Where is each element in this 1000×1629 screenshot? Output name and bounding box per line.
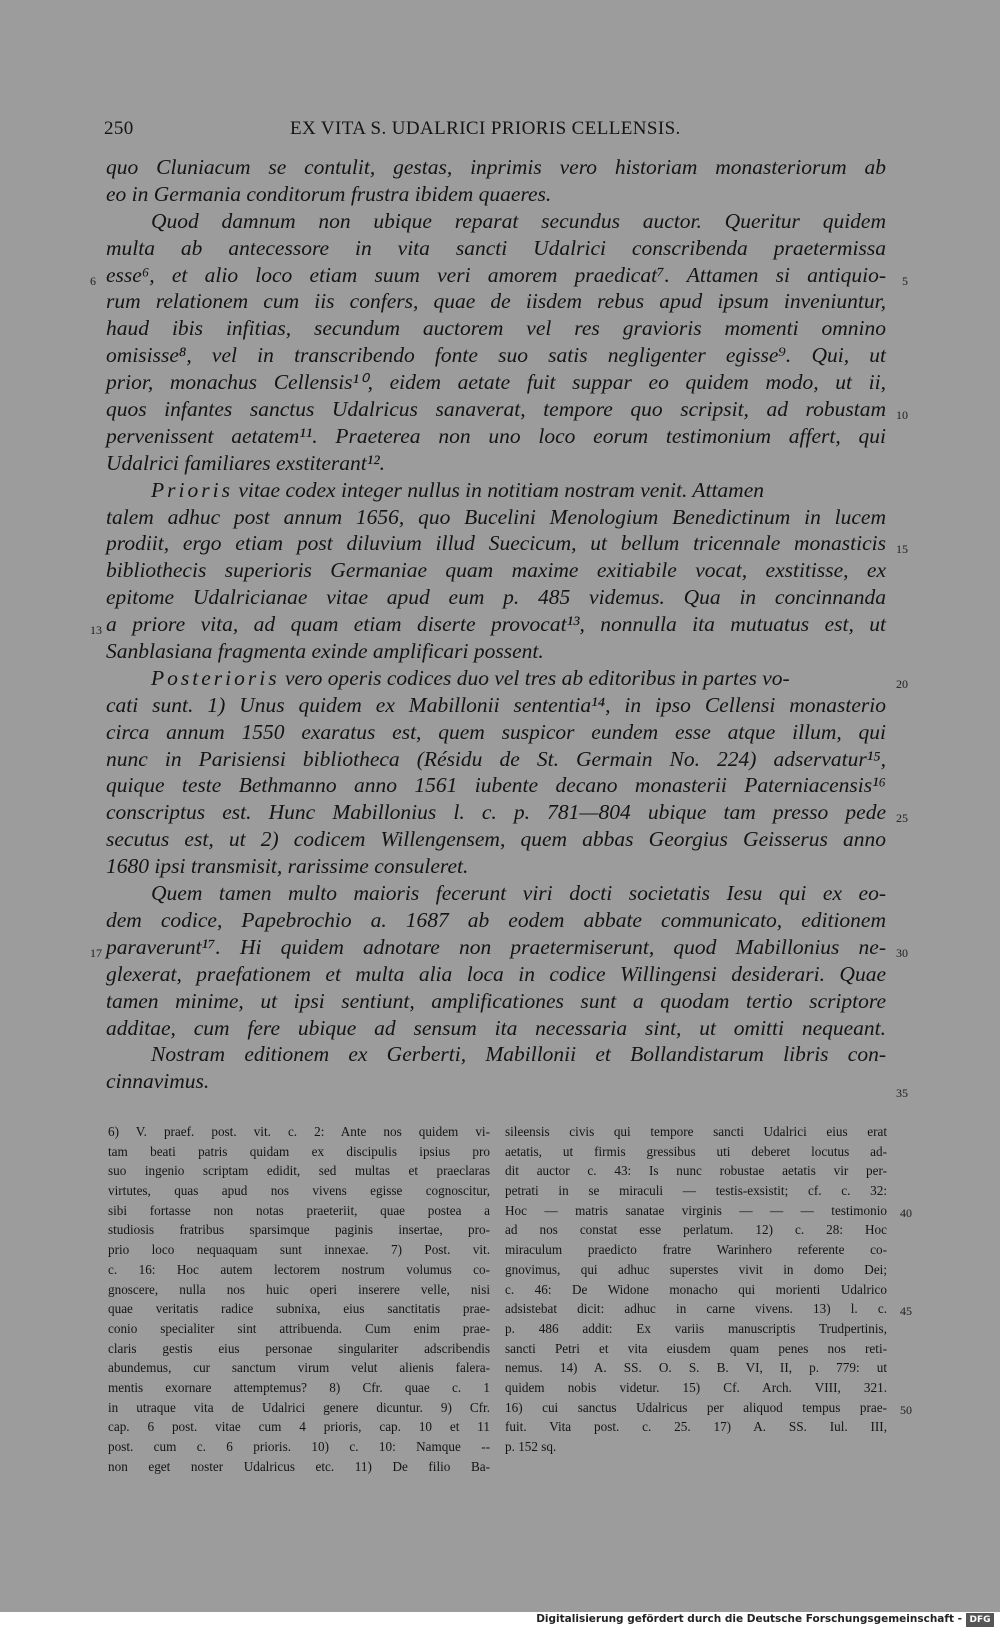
footnote-line: prio loco nequaquam sunt innexae. 7) Post. vit. [108, 1242, 490, 1258]
line-number-left: 17 [90, 945, 102, 960]
text-line: vero operis codices duo vel tres ab editoribus in partes vo- [284, 665, 790, 690]
footnote-line: petrati in se miraculi — testis-exsistit; cf. c. 32: [505, 1183, 887, 1199]
text-line: quos infantes sanctus Udalricus sanaverat, tempore quo scripsit, ad robustam [106, 397, 886, 422]
footnote-line: quae veritatis radice subnixa, eius sanctitatis prae- [108, 1301, 490, 1317]
text-line: omisisse⁸, vel in transcribendo fonte suo satis negligenter egisse⁹. Qui, ut [106, 343, 886, 368]
text-line: quique teste Bethmanno anno 1561 iubente decano monasterii Paterniacensis¹⁶ [106, 773, 886, 798]
footnote-line: 6) V. praef. post. vit. c. 2: Ante nos quidem vi- [108, 1124, 490, 1139]
footnote-line: sibi fortasse non notas praeteriit, quae postea a [108, 1202, 490, 1218]
text-line: 1680 ipsi transmisit, rarissime consuleret. [106, 854, 469, 879]
dfg-logo-icon: DFG [966, 1613, 994, 1627]
text-line-wrapper [90, 934, 908, 961]
text-line-wrapper [106, 1068, 908, 1101]
text-line: conscriptus est. Hunc Mabillonius l. c. p. 781—804 ubique tam presso pede [106, 800, 886, 825]
running-head: EX VITA S. UDALRICI PRIORIS CELLENSIS. [290, 118, 681, 139]
footnote-line: tam beati patris quidam ex discipulis ipsius pro [108, 1143, 490, 1159]
footnotes-column-left [108, 1122, 490, 1476]
footnote-line: miraculum praedicto fratre Warinhero referente co- [505, 1242, 887, 1258]
line-number-right: 5 [902, 273, 908, 288]
page-header [0, 118, 1000, 148]
text-line: pervenissent aetatem¹¹. Praeterea non uno loco eorum testimonium affert, qui [106, 423, 886, 448]
footnote-line-wrapper [505, 1201, 912, 1221]
footnote-line: 16) cui sanctus Udalricus per aliquod tempus prae- [505, 1399, 887, 1415]
spaced-heading-word: Posterioris [151, 665, 280, 690]
footnote-line: p. 152 sq. [505, 1439, 557, 1454]
footnote-line-wrapper [505, 1299, 912, 1319]
text-line: epitome Udalricianae vitae apud eum p. 485 videmus. Qua in concinnanda [106, 585, 886, 610]
line-number-right: 40 [900, 1205, 912, 1220]
funding-notice: Digitalisierung gefördert durch die Deutsche Forschungsgemeinschaft - [536, 1613, 962, 1625]
footnote-line: c. 46: De Widone monacho qui morienti Udalrico [505, 1281, 887, 1297]
text-line-wrapper [90, 611, 886, 638]
footnote-line: studiosis fratribus sparsimque paginis insertae, pro- [108, 1222, 490, 1238]
line-number-left: 6 [90, 273, 96, 288]
text-line: dem codice, Papebrochio a. 1687 ab eodem abbate communicato, editionem [106, 907, 886, 932]
footnote-line: claris gestis eius personae singulariter adscribendis [108, 1340, 490, 1356]
text-line: Udalrici familiares exstiterant¹². [106, 450, 386, 475]
text-line: cati sunt. 1) Unus quidem ex Mabillonii sententia¹⁴, in ipso Cellensi monasterio [106, 692, 886, 717]
text-line-wrapper [106, 477, 886, 504]
footnote-line: adsistebat dicit: adhuc in carne vivens. 13) l. c. [505, 1301, 887, 1317]
text-line: paraverunt¹⁷. Hi quidem adnotare non praetermiserunt, quod Mabillonius ne- [106, 934, 886, 959]
line-number-right: 45 [900, 1304, 912, 1319]
text-line: glexerat, praefationem et multa alia loca in codice Willingensi desiderari. Quae [106, 961, 886, 986]
text-line: prodiit, ergo etiam post diluvium illud Suecicum, ut bellum tricennale monasticis [106, 531, 886, 556]
text-line: eo in Germania conditorum frustra ibidem quaeres. [106, 181, 552, 206]
footnote-line: sancti Petri et vita eiusdem quam penes nos reti- [505, 1340, 887, 1356]
footnote-line: cap. 6 post. vitae cum 4 prioris, cap. 10 et 11 [108, 1419, 490, 1435]
text-line: additae, cum fere ubique ad sensum ita necessaria sint, ut omitti nequeant. [106, 1015, 886, 1040]
text-line: secutus est, ut 2) codicem Willengensem, quem abbas Georgius Geisserus anno [106, 827, 886, 852]
footnote-line: sileensis civis qui tempore sancti Udalrici eius erat [505, 1124, 887, 1139]
text-line: prior, monachus Cellensis¹⁰, eidem aetate fuit suppar eo quidem modo, ut ii, [106, 370, 886, 395]
text-line: nunc in Parisiensi bibliotheca (Résidu de St. Germain No. 224) adservatur¹⁵, [106, 746, 886, 771]
text-line-wrapper [106, 799, 908, 826]
page-number: 250 [104, 118, 134, 139]
footnote-line: conio specialiter sint attribuenda. Cum enim prae- [108, 1320, 490, 1336]
text-line: multa ab antecessore in vita sancti Udalrici conscribenda praetermissa [106, 235, 886, 260]
line-number-right: 15 [896, 542, 908, 557]
text-line: quo Cluniacum se contulit, gestas, inprimis vero historiam monasteriorum ab [106, 155, 886, 179]
footnote-line: gnovimus, qui adhuc superstes vivit in domo Dei; [505, 1261, 887, 1277]
line-number-right: 35 [896, 1086, 908, 1101]
line-number-right: 50 [900, 1402, 912, 1417]
line-number-right: 30 [896, 945, 908, 960]
footnote-line: non eget noster Udalricus etc. 11) De filio Ba- [108, 1458, 490, 1474]
text-line-wrapper [106, 530, 908, 557]
footnote-line: aetatis, ut firmis gressibus uti deberet locutus ad- [505, 1143, 887, 1159]
footnote-line: quidem nobis videtur. 15) Cf. Arch. VIII, 321. [505, 1379, 887, 1395]
footnote-line: Hoc — matris sanatae virginis — — — testimonio [505, 1202, 887, 1218]
line-number-left: 13 [90, 623, 102, 638]
footnote-line-wrapper [505, 1398, 912, 1418]
footnote-line: ad nos constat esse perlatum. 12) c. 28: Hoc [505, 1222, 887, 1238]
footnote-line: abundemus, cur sanctum virum velut alienis falera- [108, 1360, 490, 1376]
footnote-line: fuit. Vita post. c. 25. 17) A. SS. Iul. III, [505, 1419, 887, 1435]
text-line-wrapper [90, 262, 908, 289]
spaced-heading-word: Prioris [151, 477, 233, 502]
text-line: Nostram editionem ex Gerberti, Mabillonii et Bollandistarum libris con- [151, 1042, 886, 1067]
footnotes-column-right [505, 1122, 912, 1457]
text-line: Quod damnum non ubique reparat secundus auctor. Queritur quidem [151, 208, 886, 233]
text-line: esse⁶, et alio loco etiam suum veri amorem praedicat⁷. Attamen si antiquio- [106, 262, 886, 287]
footnote-line: post. cum c. 6 prioris. 10) c. 10: Namque -- [108, 1439, 490, 1454]
footnote-line: in utraque vita de Udalrici genere dicuntur. 9) Cfr. [108, 1399, 490, 1415]
footnote-line: dit auctor c. 43: Is nunc robustae aetatis vir per- [505, 1163, 887, 1179]
main-text [90, 154, 908, 1101]
footnote-line: suo ingenio scriptam edidit, sed multas et praeclaras [108, 1163, 490, 1179]
text-line: haud ibis infitias, secundum auctorem vel res gravioris momenti omnino [106, 316, 886, 341]
footnote-line: gnoscere, nulla nos huic operi inserere velle, nisi [108, 1281, 490, 1297]
text-line: vitae codex integer nullus in notitiam nostram venit. Attamen [238, 477, 764, 502]
footnote-line: p. 486 addit: Ex variis manuscriptis Trudpertinis, [505, 1320, 887, 1336]
text-line: talem adhuc post annum 1656, quo Bucelini Menologium Benedictinum in lucem [106, 504, 886, 529]
text-line: Quem tamen multo maioris fecerunt viri docti societatis Iesu qui ex eo- [151, 881, 886, 906]
line-number-right: 10 [896, 408, 908, 423]
text-line: bibliothecis superioris Germaniae quam maxime exitiabile vocat, exstitisse, ex [106, 558, 886, 583]
text-line: tamen minime, ut ipsi sentiunt, amplificationes sunt a quodam tertio scriptore [106, 988, 886, 1013]
text-line: Sanblasiana fragmenta exinde amplificari possent. [106, 639, 544, 664]
text-line: rum relationem cum iis confers, quae de iisdem rebus apud ipsum inveniuntur, [106, 289, 886, 314]
footnote-line: c. 16: Hoc autem lectorem nostrum volumus co- [108, 1261, 490, 1277]
text-line: a priore vita, ad quam etiam diserte provocat¹³, nonnulla ita mutuatus est, ut [106, 612, 886, 637]
footnote-line: virtutes, quas apud nos vivens egisse cognoscitur, [108, 1183, 490, 1199]
text-line: circa annum 1550 exaratus est, quem suspicor eundem esse atque illum, qui [106, 719, 886, 744]
footnote-line: nemus. 14) A. SS. O. S. B. VI, II, p. 779: ut [505, 1360, 887, 1376]
footnote-line: mentis exornare attemptemus? 8) Cfr. quae c. 1 [108, 1379, 490, 1395]
line-number-right: 20 [896, 676, 908, 691]
text-line-wrapper [106, 665, 908, 692]
digitization-footer [0, 1612, 1000, 1629]
text-line: cinnavimus. [106, 1069, 210, 1094]
text-line-wrapper [106, 396, 908, 423]
line-number-right: 25 [896, 811, 908, 826]
